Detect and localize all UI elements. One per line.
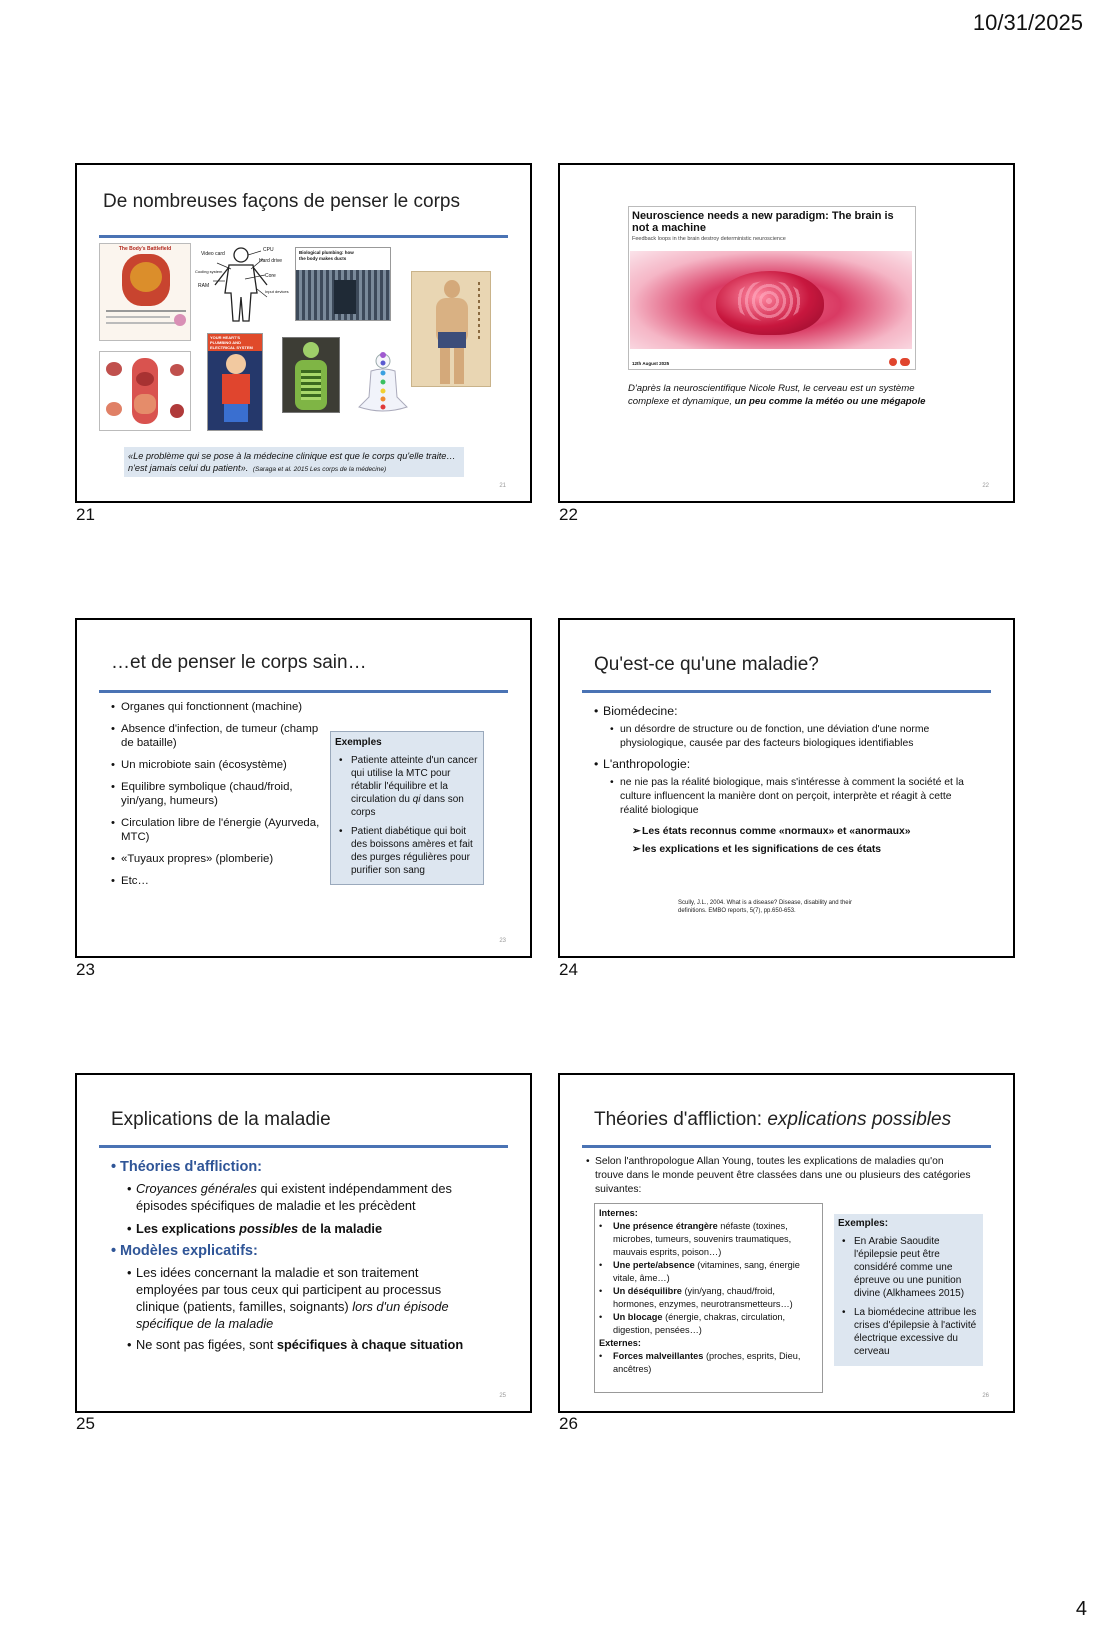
slide-21 — [75, 163, 532, 503]
slide-title: Qu'est-ce qu'une maladie? — [594, 654, 819, 675]
external-list — [599, 1350, 818, 1376]
example-item: • La biomédecine attribue les crises d'épilepsie à l'activité électrique excessive du cerveau — [838, 1306, 979, 1358]
machine-label-ram: RAM — [198, 283, 210, 289]
examples-box — [330, 731, 484, 885]
acupuncture-figure-image — [411, 271, 491, 387]
chakra-meditation-figure — [357, 351, 409, 425]
list-item: • Un déséquilibre (yin/yang, chaud/froid, hormones, enzymes, neurotransmetteurs…) — [599, 1286, 793, 1309]
machine-label-hard-drive: Hard drive — [259, 258, 283, 264]
example-item: • En Arabie Saoudite l'épilepsie peut être considéré comme une épreuve ou une punition divine (Alkhamees 2015) — [838, 1235, 979, 1300]
battlefield-image — [99, 243, 191, 341]
examples-title: Exemples — [335, 737, 382, 748]
slide-footer-number: 22 — [982, 483, 989, 489]
caption-emphasis: un peu comme la météo ou une mégapole — [734, 396, 926, 407]
title-rule — [99, 690, 508, 693]
list-item: • Circulation libre de l'énergie (Ayurveda, MTC) — [111, 816, 321, 844]
slide-26 — [558, 1073, 1015, 1413]
list-item: • «Tuyaux propres» (plomberie) — [111, 852, 321, 866]
article-subtitle: Feedback loops in the brain destroy deterministic neuroscience — [632, 236, 786, 242]
machine-label-cpu: CPU — [263, 247, 274, 253]
title-rule — [582, 690, 991, 693]
logo-icon — [900, 358, 910, 366]
slide-footer-number: 25 — [499, 1393, 506, 1399]
page-number: 4 — [1075, 1598, 1087, 1620]
machine-label-video-card: Video card — [201, 251, 225, 257]
internal-list — [599, 1220, 818, 1337]
list-item: • Une perte/absence (vitamines, sang, énergie vitale, âme…) — [599, 1260, 800, 1283]
share-icon[interactable] — [889, 358, 897, 366]
list-item: • Un blocage (énergie, chakras, circulation, digestion, pensées…) — [599, 1312, 786, 1335]
slide-label-21: 21 — [76, 505, 95, 524]
models-point: • Les idées concernant la maladie et son traitement employées par tous ceux qui participent au processus clinique (patients, familles, soignants) lors d'un épisode spécifique de la maladie — [127, 1265, 449, 1331]
title-rule — [99, 235, 508, 238]
arrow-item: ➢ les explications et les significations de ces états — [632, 844, 882, 855]
afflictions-point: • Les explications possibles de la maladie — [127, 1221, 383, 1236]
plumbing-caption: Biological plumbing: how the body makes ducts — [299, 250, 354, 261]
caption-text: D'après la neuroscientifique Nicole Rust, le cerveau est un système complexe et dynamique, — [628, 383, 915, 407]
machine-label-cooling: Cooling system — [195, 269, 223, 274]
slide-footer-number: 21 — [499, 483, 506, 489]
slide-label-26: 26 — [559, 1414, 578, 1433]
battlefield-title: The Body's Battlefield — [118, 246, 172, 252]
slide-title: De nombreuses façons de penser le corps — [103, 191, 460, 212]
models-heading: • Modèles explicatifs: — [111, 1243, 258, 1259]
machine-label-core: Core — [265, 273, 276, 279]
list-item: • Un microbiote sain (écosystème) — [111, 758, 321, 772]
causes-box — [594, 1203, 823, 1393]
slide-footer-number: 26 — [982, 1393, 989, 1399]
list-item: • Equilibre symbolique (chaud/froid, yin/yang, humeurs) — [111, 780, 321, 808]
afflictions-point: • Croyances générales qui existent indépendamment des épisodes spécifiques de maladie et les précèdent — [127, 1181, 452, 1213]
quote-text: «Le problème qui se pose à la médecine clinique est que le corps qu'elle traite…n'est jamais celui du patient». — [128, 451, 456, 473]
models-point: • Ne sont pas figées, sont spécifiques à chaque situation — [127, 1337, 464, 1352]
slide-25 — [75, 1073, 532, 1413]
slide-label-22: 22 — [559, 505, 578, 524]
slide-footer-number: 23 — [499, 938, 506, 944]
internal-heading: Internes: — [599, 1208, 638, 1218]
list-item: • Forces malveillantes (proches, esprits, Dieu, ancêtres) — [599, 1351, 801, 1374]
disease-definitions — [594, 704, 974, 857]
list-item: • Une présence étrangère néfaste (toxines, microbes, tumeurs, souvenirs traumatiques, mauvais esprits, poison…) — [599, 1221, 792, 1257]
heart-plumbing-poster — [207, 333, 263, 431]
slide-24 — [558, 618, 1015, 958]
article-card — [628, 206, 916, 370]
slide-23 — [75, 618, 532, 958]
examples-title: Exemples: — [838, 1218, 889, 1229]
slide-label-25: 25 — [76, 1414, 95, 1433]
slide-title: Explications de la maladie — [111, 1109, 331, 1130]
example-item: • Patiente atteinte d'un cancer qui utilise la MTC pour rétablir l'équilibre et la circulation du qi dans son corps — [335, 754, 479, 819]
list-item: • Etc… — [111, 874, 321, 888]
examples-box — [834, 1214, 983, 1366]
list-item: • Absence d'infection, de tumeur (champ de bataille) — [111, 722, 321, 750]
heart-poster-title: YOUR HEART'S PLUMBING AND ELECTRICAL SYSTEM — [208, 334, 262, 351]
list-item: • Organes qui fonctionnent (machine) — [111, 700, 321, 714]
article-title: Neuroscience needs a new paradigm: The brain is not a machine — [632, 210, 894, 234]
print-date: 10/31/2025 — [972, 10, 1083, 35]
quote-box — [124, 447, 464, 477]
healthy-body-list — [111, 700, 321, 888]
anthropology-definition: • ne nie pas la réalité biologique, mais s'intéresse à comment la société et la culture influencent la manière dont on perçoit, interprète et réagit à cette réalité biologique — [610, 777, 964, 816]
anthropology-heading: • L'anthropologie: — [594, 757, 691, 771]
intro-text: • Selon l'anthropologue Allan Young, toutes les explications de maladies qu'on trouve dans le monde peuvent être classées dans une ou plusieurs des catégories suivantes: — [586, 1156, 971, 1195]
article-date: 12th August 2025 — [632, 361, 670, 366]
external-heading: Externes: — [599, 1338, 641, 1348]
afflictions-heading: • Théories d'affliction: — [111, 1159, 263, 1175]
plumbing-image — [295, 247, 391, 321]
explanations-content — [111, 1159, 471, 1353]
example-item: • Patient diabétique qui boit des boissons amères et fait des purges régulières pour purifier son sang — [335, 825, 479, 877]
title-rule — [99, 1145, 508, 1148]
article-caption — [628, 382, 958, 408]
title-rule — [582, 1145, 991, 1148]
arrow-item: ➢ Les états reconnus comme «normaux» et «anormaux» — [632, 826, 911, 837]
brain-image — [630, 251, 912, 349]
slide-label-24: 24 — [559, 960, 578, 979]
reference: Scully, J.L., 2004. What is a disease? Disease, disability and their definitions. EMBO reports, 5(7), pp.650-653. — [678, 900, 852, 914]
machine-label-input: Input devices — [265, 289, 289, 294]
microbiome-gut-image — [282, 337, 340, 413]
biomedicine-definition: • un désordre de structure ou de fonction, une déviation d'une norme physiologique, causée par des facteurs biologiques identifiables — [610, 724, 930, 749]
organs-anatomy-image — [99, 351, 191, 431]
slide-22 — [558, 163, 1015, 503]
slide-title: Théories d'affliction: explications possibles — [594, 1109, 952, 1130]
slide-label-23: 23 — [76, 960, 95, 979]
slide-title: …et de penser le corps sain… — [111, 652, 367, 673]
quote-citation: (Saraga et al. 2015 Les corps de la médecine) — [252, 466, 387, 473]
biomedicine-heading: • Biomédecine: — [594, 704, 678, 718]
